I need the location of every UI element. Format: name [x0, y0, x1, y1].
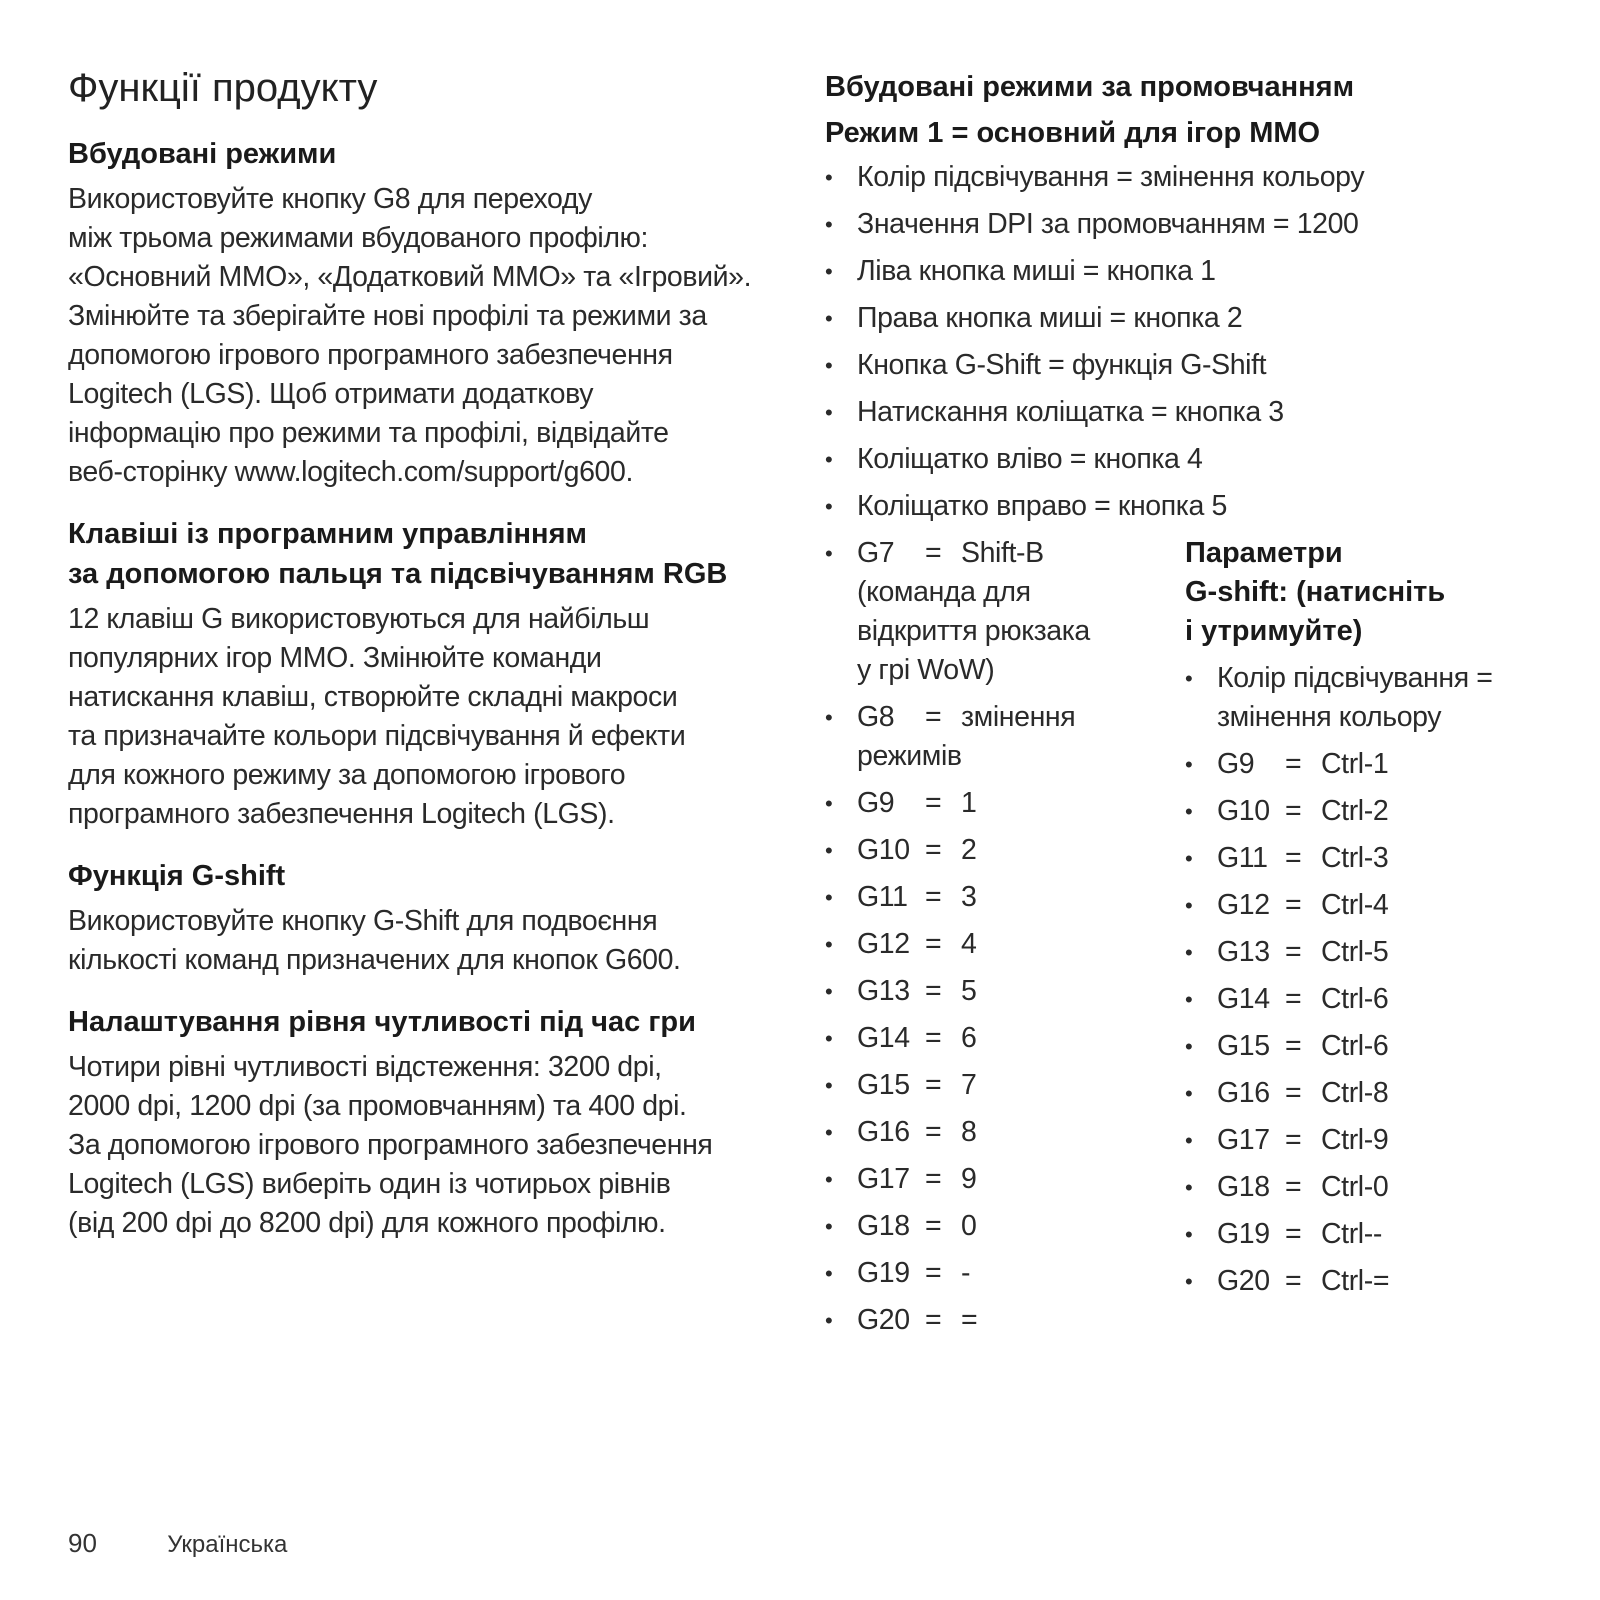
g-key-label: G18 [857, 1210, 910, 1242]
list-item-text: Коліщатко вправо = кнопка 5 [857, 490, 1227, 522]
bullet-mark: • [825, 979, 833, 1004]
g-key-label: G9 [857, 787, 895, 819]
list-item-text: Коліщатко вліво = кнопка 4 [857, 443, 1203, 475]
g-key-value: 0 [961, 1210, 977, 1242]
g-key-line [1217, 933, 1565, 972]
bullet-mark: • [825, 494, 833, 519]
g-shift-column [1185, 534, 1565, 1348]
g-key-label: G10 [1217, 795, 1270, 827]
bullet-mark: • [825, 165, 833, 190]
g-key-item [1185, 1215, 1565, 1254]
g-key-line [857, 831, 1185, 870]
bullet-mark: • [825, 838, 833, 863]
page-footer [68, 1528, 287, 1559]
equals-sign: = [1285, 1265, 1302, 1297]
bullet-mark: • [825, 1026, 833, 1051]
g-key-line [857, 1207, 1185, 1246]
g-key-item [1185, 1168, 1565, 1207]
g-key-label: G11 [1217, 842, 1268, 874]
g-key-line [857, 972, 1185, 1011]
paragraph-line: «Основний MMO», «Додатковий MMO» та «Ігровий». [68, 261, 752, 293]
g-key-item [1185, 839, 1565, 878]
section-heading-line: Вбудовані режими [68, 138, 337, 170]
equals-sign: = [925, 1022, 942, 1054]
g-key-item [1185, 1121, 1565, 1160]
g-key-item [825, 1160, 1185, 1199]
g-key-value: 4 [961, 928, 977, 960]
g-key-list [825, 534, 1185, 1340]
g-key-line [857, 1019, 1185, 1058]
g-key-value: Ctrl-6 [1321, 1030, 1389, 1062]
bullet-mark: • [825, 212, 833, 237]
right-column [825, 64, 1565, 1348]
equals-sign: = [1285, 1077, 1302, 1109]
g-key-line [857, 878, 1185, 917]
paragraph-line: натискання клавіш, створюйте складні макроси [68, 681, 678, 713]
section-paragraph [68, 902, 768, 980]
bullet-mark: • [1185, 1034, 1193, 1059]
g-key-value: Ctrl-1 [1321, 748, 1389, 780]
g-key-item [1185, 659, 1565, 737]
footer-language: Українська [167, 1531, 288, 1558]
paragraph-line: допомогою ігрового програмного забезпечення [68, 339, 673, 371]
equals-sign: = [925, 701, 942, 733]
page-title: Функції продукту [68, 66, 378, 110]
section-paragraph [68, 180, 768, 492]
paragraph-line: Використовуйте кнопку G-Shift для подвоєння [68, 905, 658, 937]
g-key-line [1217, 1262, 1565, 1301]
list-item-text: Колір підсвічування = змінення кольору [857, 161, 1365, 193]
g-key-item [1185, 1074, 1565, 1113]
g-key-line [1217, 792, 1565, 831]
gshift-heading-line: Параметри [1185, 537, 1343, 569]
g-key-value-continued: режимів [857, 740, 962, 772]
equals-sign: = [925, 787, 942, 819]
list-item-text: Права кнопка миші = кнопка 2 [857, 302, 1243, 334]
mode1-settings-list [825, 158, 1565, 526]
paragraph-line: Чотири рівні чутливості відстеження: 3200 dpi, [68, 1051, 662, 1083]
g-key-item [825, 925, 1185, 964]
section-heading [68, 1002, 768, 1042]
paragraph-line: та призначайте кольори підсвічування й ефекти [68, 720, 686, 752]
g-key-label: G15 [1217, 1030, 1270, 1062]
paragraph-line: 2000 dpi, 1200 dpi (за промовчанням) та 400 dpi. [68, 1090, 687, 1122]
equals-sign: = [1285, 889, 1302, 921]
g-key-label: G16 [1217, 1077, 1270, 1109]
g-key-line [1217, 886, 1565, 925]
g-key-line [1217, 1074, 1565, 1113]
paragraph-line: інформацію про режими та профілі, відвідайте [68, 417, 669, 449]
bullet-mark: • [1185, 1222, 1193, 1247]
bullet-mark: • [1185, 987, 1193, 1012]
g-key-value: Ctrl-2 [1321, 795, 1389, 827]
g-key-value: 7 [961, 1069, 977, 1101]
list-item-text: Натискання коліщатка = кнопка 3 [857, 396, 1284, 428]
bullet-mark: • [825, 705, 833, 730]
bullet-mark: • [825, 1214, 833, 1239]
paragraph-line: Logitech (LGS) виберіть один із чотирьох рівнів [68, 1168, 671, 1200]
g-key-item [1185, 745, 1565, 784]
g-key-column-left [825, 534, 1185, 1348]
g-key-item [1185, 933, 1565, 972]
g-key-value: 9 [961, 1163, 977, 1195]
g-key-line [857, 1160, 1185, 1199]
g-key-value: = [961, 1304, 978, 1336]
g-key-item [825, 878, 1185, 917]
bullet-mark: • [1185, 752, 1193, 777]
bullet-mark: • [1185, 893, 1193, 918]
bullet-mark: • [825, 885, 833, 910]
list-item [825, 346, 1565, 385]
bullet-mark: • [825, 1073, 833, 1098]
equals-sign: = [925, 537, 942, 569]
g-key-value: Ctrl-8 [1321, 1077, 1389, 1109]
gshift-heading-line: і утримуйте) [1185, 615, 1363, 647]
bullet-mark: • [1185, 846, 1193, 871]
g-key-label: G20 [857, 1304, 910, 1336]
g-key-line [857, 1113, 1185, 1152]
bullet-mark: • [825, 400, 833, 425]
paragraph-line: За допомогою ігрового програмного забезпечення [68, 1129, 713, 1161]
bullet-mark: • [1185, 799, 1193, 824]
bullet-mark: • [825, 1120, 833, 1145]
equals-sign: = [1285, 795, 1302, 827]
section-heading [68, 134, 768, 174]
g-key-line [857, 1254, 1185, 1293]
g-key-line [1217, 745, 1565, 784]
equals-sign: = [925, 881, 942, 913]
list-item [825, 158, 1565, 197]
g-key-label: G18 [1217, 1171, 1270, 1203]
list-item [825, 393, 1565, 432]
g-key-value: Shift-B [961, 537, 1044, 569]
g-key-label: G19 [1217, 1218, 1270, 1250]
section-heading-line: за допомогою пальця та підсвічуванням RGB [68, 558, 728, 590]
g-key-value: 8 [961, 1116, 977, 1148]
g-key-label: G20 [1217, 1265, 1270, 1297]
g-key-line [1217, 980, 1565, 1019]
g-key-value: Ctrl-0 [1321, 1171, 1389, 1203]
bullet-mark: • [1185, 1269, 1193, 1294]
g-key-line [857, 698, 1185, 737]
g-key-item [825, 1066, 1185, 1105]
g-key-line [857, 925, 1185, 964]
g-key-line [1217, 1168, 1565, 1207]
g-key-line [857, 784, 1185, 823]
section-heading-line: Налаштування рівня чутливості під час гри [68, 1006, 696, 1038]
g-key-item [825, 698, 1185, 776]
g-key-label: G17 [1217, 1124, 1270, 1156]
g-key-label: G19 [857, 1257, 910, 1289]
list-item-text: Значення DPI за промовчанням = 1200 [857, 208, 1359, 240]
section-heading-line: Функція G-shift [68, 860, 286, 892]
g-key-label: G9 [1217, 748, 1255, 780]
paragraph-line: програмного забезпечення Logitech (LGS). [68, 798, 615, 830]
g-key-line [857, 534, 1185, 573]
equals-sign: = [925, 834, 942, 866]
g-key-label: G12 [857, 928, 910, 960]
equals-sign: = [1285, 1124, 1302, 1156]
g-key-value-continued: у грі WoW) [857, 654, 995, 686]
bullet-mark: • [825, 791, 833, 816]
defaults-heading: Вбудовані режими за промовчанням [825, 71, 1355, 103]
g-key-value: змінення [961, 701, 1076, 733]
bullet-mark: • [1185, 1128, 1193, 1153]
list-item [825, 252, 1565, 291]
paragraph-line: між трьома режимами вбудованого профілю: [68, 222, 649, 254]
list-item [825, 205, 1565, 244]
bullet-mark: • [825, 1167, 833, 1192]
g-key-label: G15 [857, 1069, 910, 1101]
equals-sign: = [1285, 1030, 1302, 1062]
g-key-label: G14 [857, 1022, 910, 1054]
equals-sign: = [925, 928, 942, 960]
g-key-item [1185, 1262, 1565, 1301]
equals-sign: = [1285, 842, 1302, 874]
section-paragraph [68, 600, 768, 834]
g-key-value: 5 [961, 975, 977, 1007]
g-key-label: G13 [857, 975, 910, 1007]
bullet-mark: • [825, 306, 833, 331]
g-key-item [1185, 792, 1565, 831]
g-key-item [1185, 1027, 1565, 1066]
bullet-mark: • [1185, 1081, 1193, 1106]
equals-sign: = [1285, 983, 1302, 1015]
g-key-value-continued: (команда для [857, 576, 1031, 608]
left-column [68, 64, 768, 1265]
g-key-item [825, 1254, 1185, 1293]
mode1-heading: Режим 1 = основний для ігор MMO [825, 117, 1321, 149]
bullet-mark: • [1185, 666, 1193, 691]
paragraph-line: веб-сторінку www.logitech.com/support/g600. [68, 456, 633, 488]
equals-sign: = [1285, 936, 1302, 968]
section-paragraph [68, 1048, 768, 1243]
g-key-label: G14 [1217, 983, 1270, 1015]
g-key-value-continued: відкриття рюкзака [857, 615, 1090, 647]
g-key-item [1185, 886, 1565, 925]
list-item [825, 299, 1565, 338]
list-item-text: Кнопка G-Shift = функція G-Shift [857, 349, 1267, 381]
paragraph-line: кількості команд призначених для кнопок G600. [68, 944, 681, 976]
g-key-label: G11 [857, 881, 908, 913]
g-key-value: Ctrl-= [1321, 1265, 1390, 1297]
section-heading [68, 856, 768, 896]
g-key-line [857, 1301, 1185, 1340]
g-key-value: Ctrl-3 [1321, 842, 1389, 874]
equals-sign: = [925, 1163, 942, 1195]
g-key-item [825, 1113, 1185, 1152]
g-key-label: G10 [857, 834, 910, 866]
g-key-value: Ctrl-- [1321, 1218, 1382, 1250]
bullet-mark: • [1185, 940, 1193, 965]
g-key-value: 2 [961, 834, 977, 866]
g-key-value: 6 [961, 1022, 977, 1054]
g-key-label: G12 [1217, 889, 1270, 921]
g-key-value: 3 [961, 881, 977, 913]
equals-sign: = [925, 975, 942, 1007]
g-key-item [825, 784, 1185, 823]
bullet-mark: • [825, 932, 833, 957]
g-key-value: Ctrl-9 [1321, 1124, 1389, 1156]
g-key-value: - [961, 1257, 971, 1289]
g-key-item [825, 534, 1185, 690]
g-key-item [825, 1207, 1185, 1246]
gshift-heading [1185, 534, 1565, 651]
g-key-label: G16 [857, 1116, 910, 1148]
bullet-mark: • [825, 259, 833, 284]
bullet-mark: • [825, 1308, 833, 1333]
paragraph-line: для кожного режиму за допомогою ігрового [68, 759, 626, 791]
paragraph-line: популярних ігор MMO. Змінюйте команди [68, 642, 602, 674]
g-key-item [825, 1019, 1185, 1058]
g-key-line [857, 1066, 1185, 1105]
g-key-line [1217, 1121, 1565, 1160]
paragraph-line: 12 клавіш G використовуються для найбільш [68, 603, 650, 635]
bullet-mark: • [825, 353, 833, 378]
section-heading [68, 514, 768, 594]
g-key-line [1217, 839, 1565, 878]
g-key-line [1217, 1215, 1565, 1254]
list-item [825, 440, 1565, 479]
g-key-item [825, 1301, 1185, 1340]
bullet-mark: • [825, 447, 833, 472]
paragraph-line: Змінюйте та зберігайте нові профілі та режими за [68, 300, 707, 332]
paragraph-line: (від 200 dpi до 8200 dpi) для кожного профілю. [68, 1207, 666, 1239]
equals-sign: = [925, 1116, 942, 1148]
equals-sign: = [1285, 1171, 1302, 1203]
list-item [825, 487, 1565, 526]
g-key-label: G17 [857, 1163, 910, 1195]
g-key-columns [825, 534, 1565, 1348]
equals-sign: = [925, 1304, 942, 1336]
list-item-text: змінення кольору [1217, 701, 1442, 733]
gshift-heading-line: G-shift: (натисніть [1185, 576, 1446, 608]
list-item-text: Колір підсвічування = [1217, 662, 1493, 694]
bullet-mark: • [825, 541, 833, 566]
equals-sign: = [925, 1257, 942, 1289]
bullet-mark: • [825, 1261, 833, 1286]
g-key-value: Ctrl-5 [1321, 936, 1389, 968]
left-sections [68, 134, 768, 1243]
g-key-value: Ctrl-4 [1321, 889, 1389, 921]
paragraph-line: Використовуйте кнопку G8 для переходу [68, 183, 592, 215]
bullet-mark: • [1185, 1175, 1193, 1200]
section-heading-line: Клавіші із програмним управлінням [68, 518, 587, 550]
g-key-value: 1 [961, 787, 977, 819]
equals-sign: = [1285, 748, 1302, 780]
g-key-label: G13 [1217, 936, 1270, 968]
g-key-label: G8 [857, 701, 895, 733]
equals-sign: = [925, 1210, 942, 1242]
g-key-label: G7 [857, 537, 895, 569]
paragraph-line: Logitech (LGS). Щоб отримати додаткову [68, 378, 594, 410]
page-number: 90 [68, 1528, 97, 1558]
g-key-item [825, 831, 1185, 870]
equals-sign: = [1285, 1218, 1302, 1250]
g-key-item [1185, 980, 1565, 1019]
g-key-value: Ctrl-6 [1321, 983, 1389, 1015]
g-key-line [1217, 1027, 1565, 1066]
g-key-item [825, 972, 1185, 1011]
list-item-text: Ліва кнопка миші = кнопка 1 [857, 255, 1216, 287]
equals-sign: = [925, 1069, 942, 1101]
gshift-key-list [1185, 659, 1565, 1301]
